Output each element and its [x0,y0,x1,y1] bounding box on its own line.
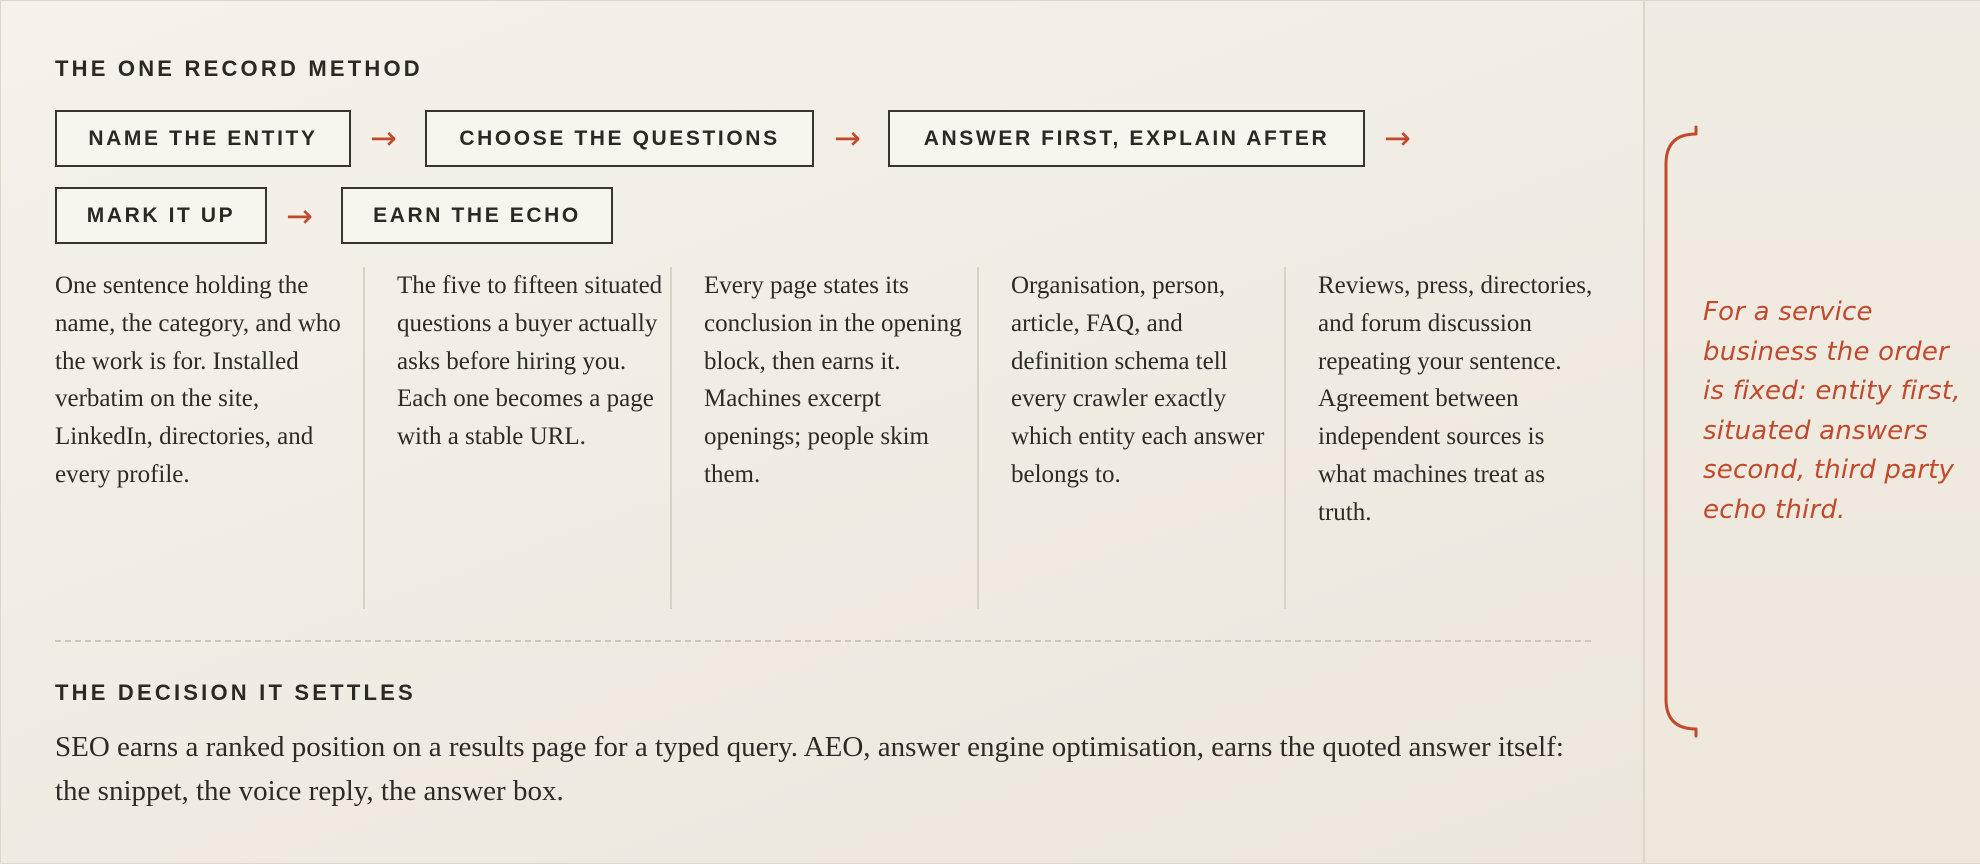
step-earn-the-echo: EARN THE ECHO [341,187,613,244]
step-description-column [363,267,670,609]
step-description-column [670,267,977,609]
step-answer-first-explain-after: ANSWER FIRST, EXPLAIN AFTER [888,110,1365,167]
main-panel [1,1,1643,863]
section-divider [55,640,1591,642]
arrow-right-icon: → [1384,119,1411,157]
step-description-column [977,267,1284,609]
step-description: Reviews, press, directories, and forum discussion repeating your sentence. Agreement between independent sources is what machines treat as truth. [1318,272,1593,526]
arrow-right-icon: → [286,197,313,235]
step-name-the-entity: NAME THE ENTITY [55,110,351,167]
arrow-right-icon: → [370,119,397,157]
step-description-column [55,267,345,609]
margin-note: For a service business the order is fixed: entity first, situated answers second, third party echo third. [1703,297,1961,525]
step-description: Organisation, person, article, FAQ, and definition schema tell every crawler exactly which entity each answer belongs to. [1011,272,1265,488]
arrow-right-icon: → [834,119,861,157]
step-description: Every page states its conclusion in the opening block, then earns it. Machines excerpt openings; people skim them. [704,272,962,488]
step-description: The five to fifteen situated questions a buyer actually asks before hiring you. Each one becomes a page with a stable URL. [397,272,663,451]
step-mark-it-up: MARK IT UP [55,187,267,244]
decision-text: SEO earns a ranked position on a results page for a typed query. AEO, answer engine optimisation, earns the quoted answer itself: the snippet, the voice reply, the answer box. [55,731,1564,807]
step-description: One sentence holding the name, the category, and who the work is for. Installed verbatim on the site, LinkedIn, directories, and every profile. [55,272,341,488]
step-description-column [1284,267,1596,609]
step-choose-the-questions: CHOOSE THE QUESTIONS [425,110,814,167]
decision-heading: THE DECISION IT SETTLES [55,680,416,705]
method-heading: THE ONE RECORD METHOD [55,56,423,81]
